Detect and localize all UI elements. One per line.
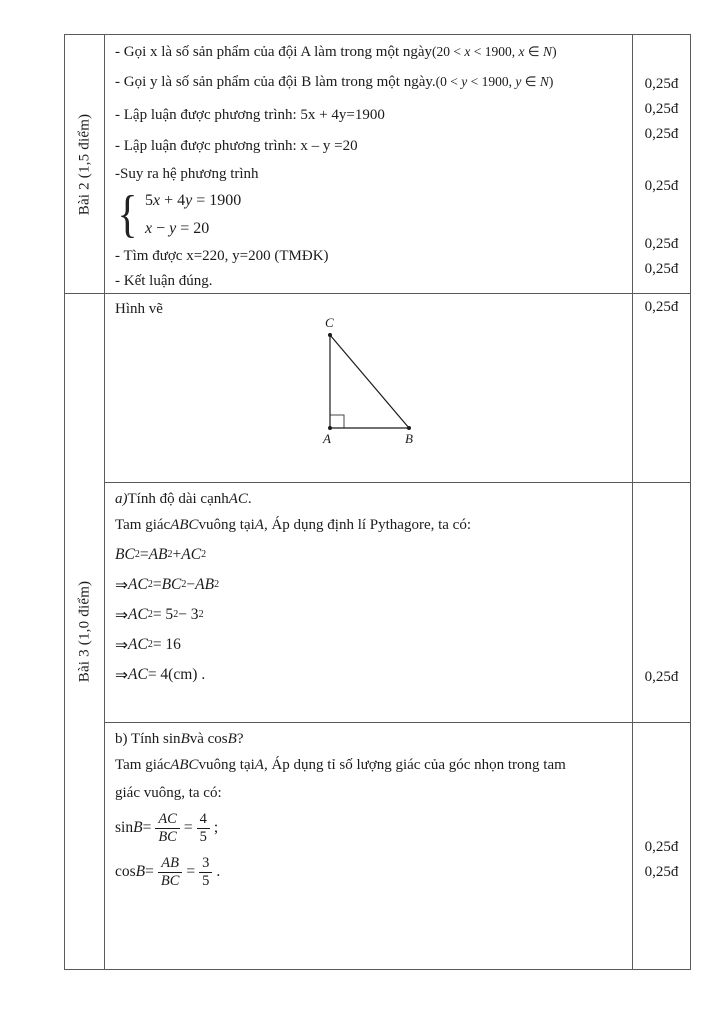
bai2-label-cell <box>65 35 105 293</box>
subrow-part-b <box>105 723 690 969</box>
math-segment: B <box>133 819 143 836</box>
math-segment: = 16 <box>152 636 181 653</box>
math-segment: − <box>152 220 170 237</box>
math-segment: = <box>152 576 162 593</box>
fraction: $\frac{AB}{BC}$ <box>158 855 183 890</box>
solution-line-5: -Suy ra hệ phương trình <box>115 165 259 182</box>
math-segment: AC <box>181 546 202 563</box>
point-value: 0,25đ <box>644 236 679 252</box>
vertex-A-dot <box>328 426 332 430</box>
math-segment: = <box>139 546 149 563</box>
solution-line-2 <box>115 65 626 99</box>
math-segment: = <box>186 863 196 880</box>
bai2-points-cell <box>633 35 690 293</box>
math-segment: A <box>254 756 264 773</box>
subrow-part-a <box>105 483 690 723</box>
system-equations <box>145 187 241 243</box>
math-segment: ⇒ <box>115 666 128 684</box>
math-segment: = <box>183 819 193 836</box>
math-segment: ; <box>213 819 219 836</box>
math-segment: (20 < <box>432 44 465 59</box>
vertex-C-label: C <box>325 316 334 330</box>
fraction: $\frac{3}{5}$ <box>199 855 212 890</box>
system-eq-2 <box>145 215 241 243</box>
math-segment: Tam giác <box>115 517 171 533</box>
part-b-points-cell <box>633 723 690 969</box>
part-a-cell <box>105 483 633 722</box>
math-segment: + <box>172 546 182 563</box>
part-b-line-2 <box>115 751 626 779</box>
bai3-label-cell <box>65 294 105 969</box>
math-segment: AB <box>195 576 215 593</box>
part-a-heading <box>115 487 626 511</box>
math-segment: = 20 <box>176 220 210 237</box>
bai2-label: Bài 2 (1,5 điểm) <box>76 113 93 215</box>
bai3-label: Bài 3 (1,0 điểm) <box>76 580 93 683</box>
triangle-figure <box>300 316 432 453</box>
point-value: 0,25đ <box>644 101 679 117</box>
math-segment: = 4(cm) . <box>147 666 206 683</box>
solution-line-3: - Lập luận được phương trình: 5x + 4y=1900 <box>115 106 385 123</box>
figure-cell <box>105 294 633 482</box>
math-segment: ? <box>236 730 244 747</box>
line-text: - Gọi y là số sản phẩm của đội B làm trong một ngày. <box>115 73 436 90</box>
math-segment: N <box>539 74 549 89</box>
part-a-points-cell <box>633 483 690 722</box>
math-segment: = 5 <box>152 606 174 623</box>
point-value: 0,25đ <box>644 299 679 315</box>
subrow-figure <box>105 294 690 483</box>
equation-system <box>115 187 626 243</box>
math-segment: BC <box>161 576 182 593</box>
part-b-sin-equation <box>115 807 626 849</box>
math-segment: (0 < <box>435 74 462 89</box>
math-segment: < 1900, <box>467 74 516 89</box>
math-segment: , Áp dụng tỉ số lượng giác của góc nhọn trong tam <box>263 756 566 773</box>
point-value: 0,25đ <box>644 261 679 277</box>
math-segment: A <box>254 517 264 533</box>
figure-title: Hình vẽ <box>115 300 163 317</box>
part-a-eq-5 <box>115 660 626 690</box>
math-segment: ⇒ <box>115 636 128 654</box>
math-segment: cos <box>115 863 136 880</box>
solution-line-7: - Kết luận đúng. <box>115 272 213 289</box>
solution-line-6: - Tìm được x=220, y=200 (TMĐK) <box>115 247 329 264</box>
solution-line-1 <box>115 39 626 65</box>
math-segment: ) <box>548 74 554 89</box>
math-segment: a) <box>115 490 128 507</box>
math-segment: y <box>169 220 177 237</box>
row-bai3 <box>65 294 690 969</box>
fraction: $\frac{AC}{BC}$ <box>155 811 180 846</box>
math-segment: Tính độ dài cạnh <box>127 490 229 507</box>
math-segment: AB <box>148 546 168 563</box>
bai3-subrows <box>105 294 690 969</box>
math-segment: ∈ <box>521 74 540 89</box>
part-a-eq-3: ⇒ AC 2 = 5 2 − 3 2 <box>115 606 204 624</box>
math-segment: N <box>543 44 553 59</box>
math-segment: y <box>515 74 522 89</box>
math-constraint <box>432 44 557 60</box>
point-value: 0,25đ <box>644 76 679 92</box>
part-a-eq-4: ⇒ AC 2 = 16 <box>115 636 181 654</box>
math-segment: , Áp dụng định lí Pythagore, ta có: <box>263 517 472 533</box>
math-segment: . <box>247 490 252 507</box>
math-segment: − 3 <box>178 606 199 623</box>
triangle-svg <box>300 316 432 448</box>
point-value: 0,25đ <box>644 126 679 142</box>
math-segment: BC <box>115 546 135 563</box>
math-segment: vuông tại <box>198 517 255 533</box>
math-segment: B <box>180 730 190 747</box>
math-segment: ABC <box>170 517 199 533</box>
math-segment: = <box>142 819 152 836</box>
math-segment: x <box>464 44 471 59</box>
math-segment: y <box>461 74 468 89</box>
bai2-content-cell <box>105 35 633 293</box>
point-value: 0,25đ <box>644 178 679 194</box>
part-a-eq-2: ⇒ AC 2 = BC 2 − AB 2 <box>115 576 220 594</box>
math-segment: B <box>135 863 146 880</box>
point-value: 0,25đ <box>644 669 679 685</box>
math-segment: b) Tính sin <box>115 730 181 747</box>
solution-line-4: - Lập luận được phương trình: x – y =20 <box>115 137 358 154</box>
system-brace: { <box>117 186 138 243</box>
math-segment: ) <box>552 44 557 59</box>
math-segment: vuông tại <box>198 756 255 773</box>
math-segment: x <box>152 192 161 209</box>
system-eq-1 <box>145 187 241 215</box>
math-segment: − <box>186 576 196 593</box>
math-segment: = <box>145 863 154 880</box>
math-segment: Tam giác <box>115 756 171 773</box>
math-segment: y <box>185 192 193 209</box>
vertex-B-label: B <box>405 431 413 446</box>
part-b-cell <box>105 723 633 969</box>
side-BC <box>330 335 409 428</box>
math-segment: = 1900 <box>192 192 242 209</box>
math-segment: AC <box>128 576 148 593</box>
part-a-line-2 <box>115 511 626 540</box>
math-segment: AC <box>128 666 148 683</box>
row-bai2 <box>65 35 690 294</box>
vertex-A-label: A <box>323 431 331 446</box>
math-segment: ABC <box>170 756 199 773</box>
part-b-cos-equation <box>115 849 626 895</box>
line-text: - Gọi x là số sản phẩm của đội A làm trong một ngày <box>115 43 433 60</box>
math-segment: AC <box>128 636 148 653</box>
right-angle-marker <box>330 415 344 428</box>
fraction: $\frac{4}{5}$ <box>197 811 210 846</box>
vertex-C-dot <box>328 333 332 337</box>
math-segment: < 1900, <box>470 44 519 59</box>
point-value: 0,25đ <box>644 864 679 880</box>
part-a-eq-1: BC 2 = AB 2 + AC 2 <box>115 546 207 563</box>
point-value: 0,25đ <box>644 839 679 855</box>
math-segment: AC <box>128 606 148 623</box>
math-segment: x <box>518 44 525 59</box>
figure-points-cell <box>633 294 690 482</box>
math-constraint <box>436 74 554 90</box>
math-segment: 5 <box>144 192 153 209</box>
math-segment: AC <box>228 490 248 507</box>
math-segment: ∈ <box>524 44 544 59</box>
vertex-B-dot <box>407 426 411 430</box>
math-segment: . <box>216 863 221 880</box>
math-segment: ⇒ <box>115 576 128 594</box>
math-segment: x <box>144 220 153 237</box>
part-b-heading <box>115 727 626 751</box>
math-segment: và cos <box>189 730 228 747</box>
math-segment: B <box>227 730 237 747</box>
math-segment: sin <box>115 819 134 836</box>
math-segment: ⇒ <box>115 606 128 624</box>
answer-table <box>64 34 691 970</box>
part-b-line-3: giác vuông, ta có: <box>115 784 222 801</box>
math-segment: + 4 <box>160 192 186 209</box>
